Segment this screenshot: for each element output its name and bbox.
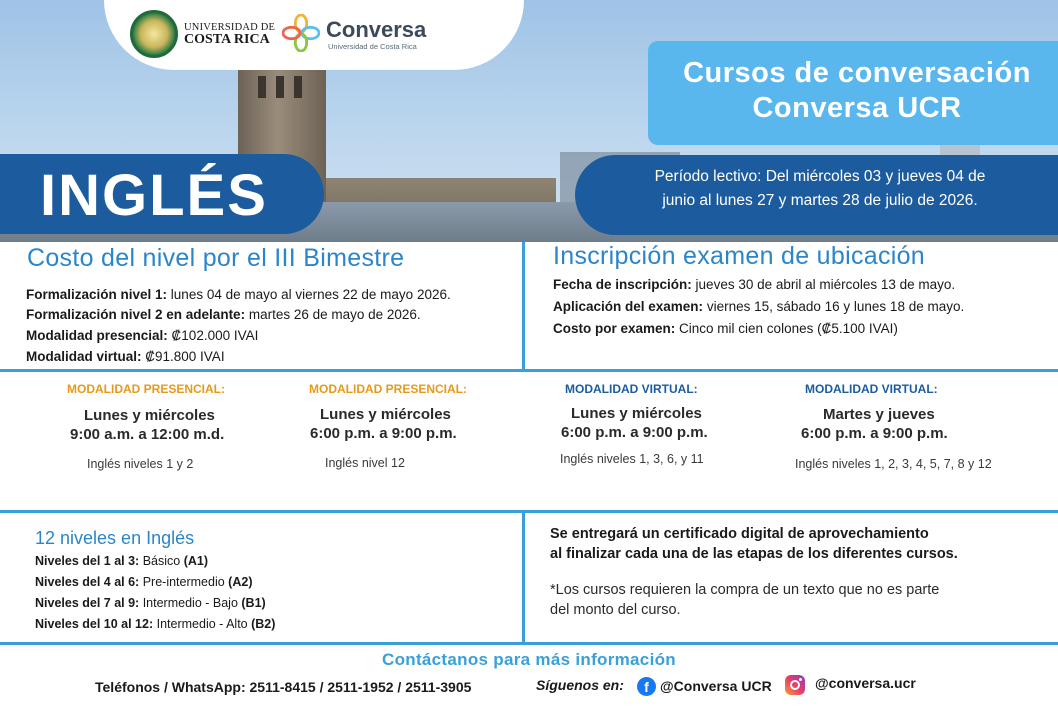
cost-row bbox=[26, 349, 225, 364]
language-title: INGLÉS bbox=[40, 163, 268, 228]
exam-value: Cinco mil cien colones (₡5.100 IVAI) bbox=[675, 321, 898, 336]
schedule-hours: 9:00 a.m. a 12:00 m.d. bbox=[70, 426, 225, 443]
certificate-text bbox=[550, 524, 958, 564]
level-range: Niveles del 10 al 12: bbox=[35, 617, 154, 631]
divider-vertical bbox=[522, 242, 525, 370]
cost-label: Modalidad presencial: bbox=[26, 328, 168, 343]
level-row bbox=[35, 617, 275, 631]
schedule-mode: MODALIDAD VIRTUAL: bbox=[565, 382, 698, 396]
exam-value: jueves 30 de abril al miércoles 13 de mayo. bbox=[691, 277, 956, 292]
cost-row bbox=[26, 287, 451, 302]
cost-title: Costo del nivel por el III Bimestre bbox=[27, 244, 405, 272]
level-row bbox=[35, 554, 208, 568]
conversa-flower-icon bbox=[282, 14, 320, 52]
course-title-box bbox=[648, 41, 1058, 145]
ucr-line1: UNIVERSIDAD DE bbox=[184, 22, 276, 33]
level-code: (A1) bbox=[183, 554, 209, 568]
schedule-days: Lunes y miércoles bbox=[571, 405, 702, 422]
exam-value: viernes 15, sábado 16 y lunes 18 de mayo. bbox=[703, 299, 965, 314]
exam-label: Fecha de inscripción: bbox=[553, 277, 692, 292]
schedule-hours: 6:00 p.m. a 9:00 p.m. bbox=[310, 425, 457, 442]
schedule-mode: MODALIDAD PRESENCIAL: bbox=[67, 382, 225, 396]
facebook-handle[interactable]: @Conversa UCR bbox=[660, 678, 772, 694]
level-code: (A2) bbox=[228, 575, 253, 589]
cost-label: Formalización nivel 2 en adelante: bbox=[26, 307, 246, 322]
level-range: Niveles del 4 al 6: bbox=[35, 575, 140, 589]
exam-label: Costo por examen: bbox=[553, 321, 676, 336]
course-title-line1: Cursos de conversación bbox=[683, 57, 1031, 89]
level-name: Intermedio - Alto bbox=[153, 617, 252, 631]
schedule-levels: Inglés niveles 1, 3, 6, y 11 bbox=[560, 452, 704, 466]
level-code: (B1) bbox=[241, 596, 266, 610]
certificate-line2: al finalizar cada una de las etapas de los diferentes cursos. bbox=[550, 546, 958, 562]
language-banner bbox=[0, 154, 324, 234]
note-line1: *Los cursos requieren la compra de un texto que no es parte bbox=[550, 582, 940, 598]
schedule-levels: Inglés niveles 1, 2, 3, 4, 5, 7, 8 y 12 bbox=[795, 457, 992, 471]
cost-value: ₡102.000 IVAI bbox=[167, 328, 259, 343]
period-line1: Período lectivo: Del miércoles 03 y jueves 04 de bbox=[654, 168, 986, 185]
ucr-line2: COSTA RICA bbox=[184, 32, 270, 47]
divider-vertical bbox=[522, 512, 525, 642]
ucr-logo-text bbox=[184, 22, 275, 46]
schedule-card bbox=[309, 382, 529, 470]
divider-horizontal bbox=[0, 642, 1058, 645]
exam-row bbox=[553, 299, 964, 314]
conversa-logo-subtitle: Universidad de Costa Rica bbox=[328, 42, 417, 51]
book-note bbox=[550, 580, 1030, 620]
cost-label: Formalización nivel 1: bbox=[26, 287, 168, 302]
course-title-line2: Conversa UCR bbox=[752, 92, 962, 124]
schedule-levels: Inglés nivel 12 bbox=[325, 456, 405, 470]
schedule-hours: 6:00 p.m. a 9:00 p.m. bbox=[801, 425, 948, 442]
cost-value: lunes 04 de mayo al viernes 22 de mayo 2026. bbox=[167, 287, 451, 302]
facebook-icon[interactable]: f bbox=[637, 677, 656, 696]
certificate-line1: Se entregará un certificado digital de aprovechamiento bbox=[550, 526, 929, 542]
cost-row bbox=[26, 307, 421, 322]
level-range: Niveles del 1 al 3: bbox=[35, 554, 140, 568]
cost-value: ₡91.800 IVAI bbox=[141, 349, 225, 364]
levels-title: 12 niveles en Inglés bbox=[35, 528, 195, 548]
level-range: Niveles del 7 al 9: bbox=[35, 596, 140, 610]
schedule-time bbox=[309, 405, 529, 443]
follow-label: Síguenos en: bbox=[536, 677, 624, 693]
level-name: Pre-intermedio bbox=[139, 575, 229, 589]
period-banner bbox=[575, 155, 1058, 235]
ucr-seal-icon bbox=[130, 10, 178, 58]
instagram-icon[interactable] bbox=[785, 675, 805, 695]
pedestal-window bbox=[258, 76, 266, 98]
pedestal-window bbox=[294, 76, 302, 98]
level-name: Básico bbox=[139, 554, 184, 568]
level-code: (B2) bbox=[251, 617, 276, 631]
contact-title: Contáctanos para más información bbox=[382, 650, 676, 669]
instagram-handle[interactable]: @conversa.ucr bbox=[815, 675, 916, 691]
exam-title: Inscripción examen de ubicación bbox=[553, 242, 926, 270]
schedule-days: Lunes y miércoles bbox=[84, 407, 215, 424]
exam-row bbox=[553, 321, 898, 336]
note-line2: del monto del curso. bbox=[550, 602, 681, 618]
pedestal-window bbox=[276, 76, 284, 98]
schedule-time bbox=[801, 405, 1045, 443]
period-text bbox=[605, 165, 1035, 213]
cost-label: Modalidad virtual: bbox=[26, 349, 142, 364]
divider-horizontal bbox=[0, 510, 1058, 513]
level-name: Intermedio - Bajo bbox=[139, 596, 242, 610]
divider-horizontal bbox=[0, 369, 1058, 372]
schedule-time bbox=[561, 404, 785, 442]
schedule-hours: 6:00 p.m. a 9:00 p.m. bbox=[561, 424, 708, 441]
cost-row bbox=[26, 328, 258, 343]
schedule-days: Martes y jueves bbox=[823, 406, 935, 423]
exam-row bbox=[553, 277, 955, 292]
schedule-card bbox=[67, 382, 287, 471]
exam-label: Aplicación del examen: bbox=[553, 299, 704, 314]
schedule-levels: Inglés niveles 1 y 2 bbox=[87, 457, 194, 471]
schedule-mode: MODALIDAD VIRTUAL: bbox=[805, 382, 938, 396]
level-row bbox=[35, 575, 252, 589]
schedule-mode: MODALIDAD PRESENCIAL: bbox=[309, 382, 467, 396]
schedule-days: Lunes y miércoles bbox=[320, 406, 451, 423]
level-row bbox=[35, 596, 266, 610]
contact-phones: Teléfonos / WhatsApp: 2511-8415 / 2511-1952 / 2511-3905 bbox=[95, 679, 472, 695]
period-line2: junio al lunes 27 y martes 28 de julio de 2026. bbox=[662, 192, 978, 209]
schedule-time bbox=[67, 406, 287, 444]
cost-value: martes 26 de mayo de 2026. bbox=[245, 307, 421, 322]
schedule-card bbox=[795, 382, 1045, 471]
schedule-card bbox=[560, 382, 785, 466]
conversa-logo-title: Conversa bbox=[326, 17, 427, 42]
